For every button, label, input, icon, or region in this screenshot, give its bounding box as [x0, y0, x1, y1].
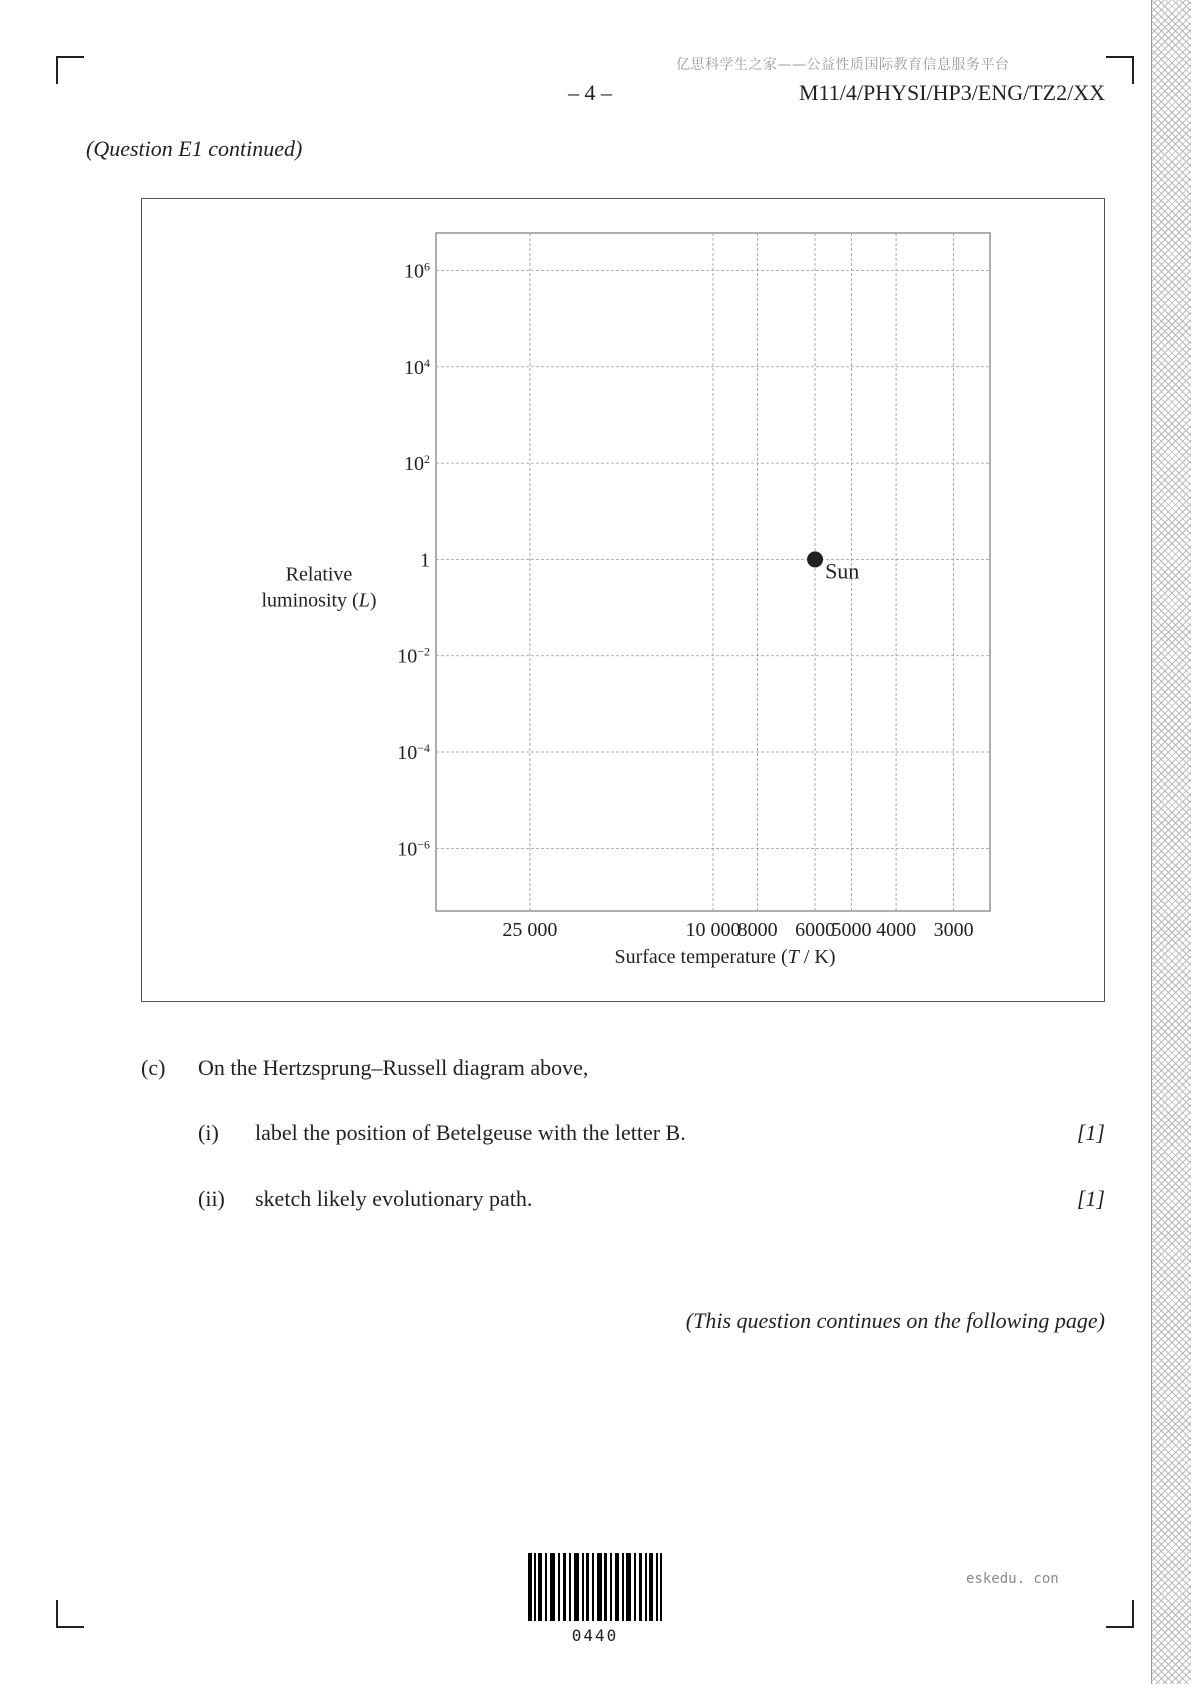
question-ii-text: sketch likely evolutionary path.: [255, 1186, 533, 1211]
paper-code: M11/4/PHYSI/HP3/ENG/TZ2/XX: [799, 80, 1105, 105]
x-tick-label: 3000: [933, 919, 974, 941]
margin-hatch-strip: [1151, 0, 1191, 1684]
y-tick-label: $10^{-4}$: [397, 741, 430, 765]
hr-diagram-frame: [141, 198, 1105, 1002]
x-tick-label: 4000: [876, 919, 917, 941]
barcode-number: 0440: [571, 1626, 619, 1645]
y-axis-label-line1: Relative: [285, 563, 353, 586]
hr-diagram: [142, 199, 1104, 1001]
question-c-label: (c): [141, 1055, 166, 1080]
question-i-text: label the position of Betelgeuse with the letter B.: [255, 1120, 686, 1145]
y-tick-label: $10^2$: [404, 452, 430, 476]
question-i-marks: [1]: [1076, 1120, 1105, 1145]
question-i-label: (i): [198, 1120, 219, 1145]
page-number: – 4 –: [568, 80, 612, 105]
crop-mark-top-left: [56, 56, 84, 84]
y-tick-label: 1: [420, 549, 430, 572]
crop-mark-bottom-left: [56, 1600, 84, 1628]
question-ii-label: (ii): [198, 1186, 225, 1211]
question-c-text: On the Hertzsprung–Russell diagram above,: [198, 1055, 589, 1080]
y-tick-label: $10^4$: [404, 355, 430, 379]
site-watermark: eskedu. con: [966, 1571, 1059, 1587]
sun-point: [807, 551, 823, 567]
watermark-text: 亿思科学生之家——公益性质国际教育信息服务平台: [676, 57, 1010, 73]
barcode: [528, 1553, 662, 1621]
x-axis-label: Surface temperature (T / K): [614, 946, 836, 968]
continuation-heading: (Question E1 continued): [86, 136, 303, 161]
sun-label: Sun: [825, 558, 860, 584]
continues-note: (This question continues on the following page): [685, 1308, 1105, 1333]
question-ii-marks: [1]: [1076, 1186, 1105, 1211]
x-tick-label: 6000: [795, 919, 836, 941]
y-axis-label-line2: luminosity (L): [261, 589, 377, 612]
x-tick-label: 5000: [831, 919, 872, 941]
x-tick-label: 10 000: [685, 919, 741, 941]
y-tick-label: $10^{-2}$: [397, 644, 430, 668]
crop-mark-top-right: [1106, 56, 1134, 84]
x-tick-label: 8000: [737, 919, 778, 941]
crop-mark-bottom-right: [1106, 1600, 1134, 1628]
y-tick-label: $10^6$: [404, 259, 430, 283]
y-tick-label: $10^{-6}$: [397, 837, 430, 861]
x-tick-label: 25 000: [502, 919, 558, 941]
